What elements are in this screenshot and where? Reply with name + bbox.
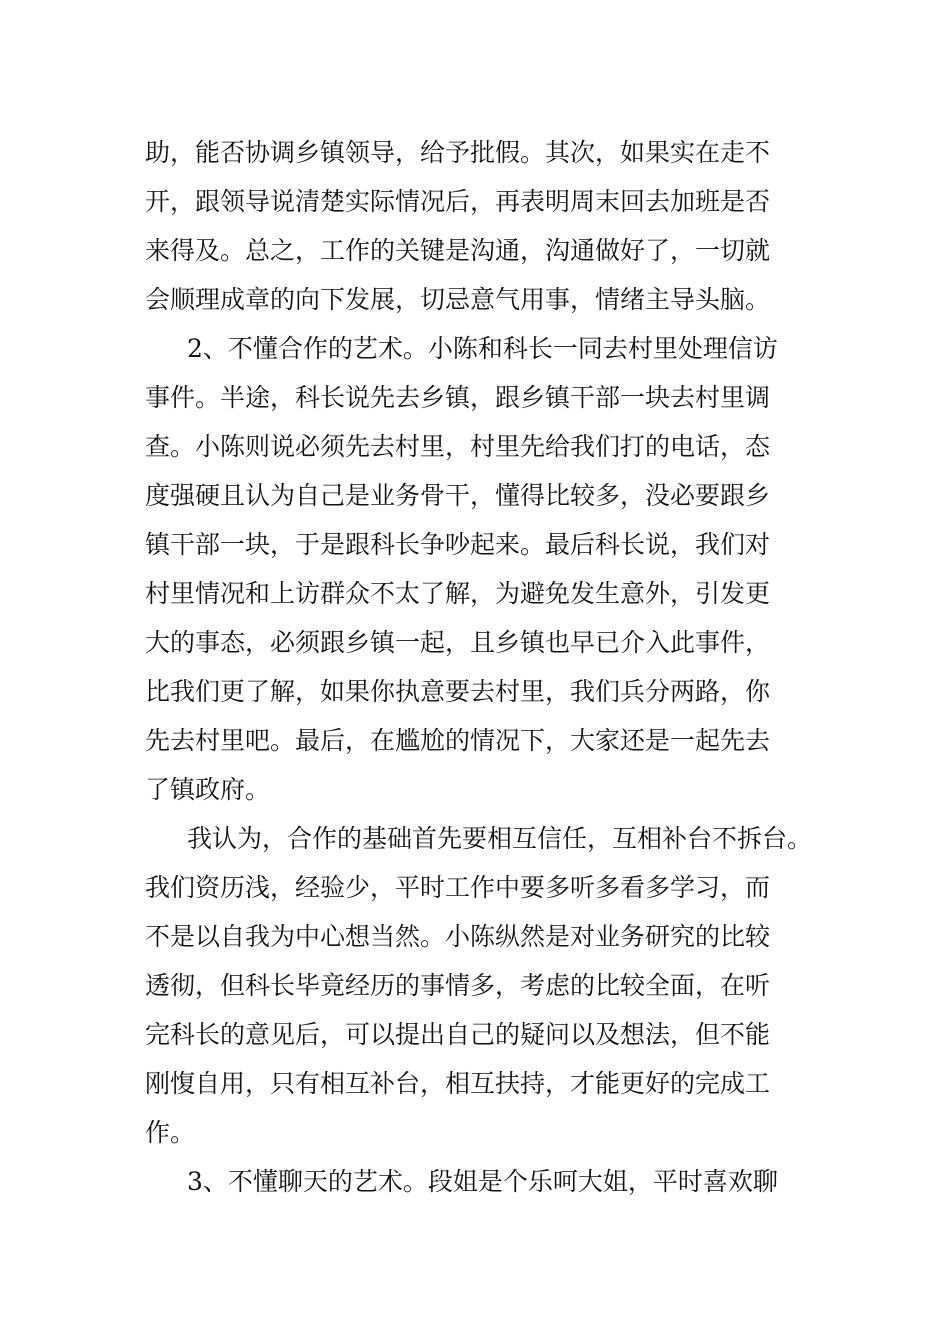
text-line: 3、不懂聊天的艺术。段姐是个乐呵大姐，平时喜欢聊: [187, 1167, 778, 1196]
text-line: 作。: [145, 1118, 196, 1147]
text-line: 村里情况和上访群众不太了解，为避免发生意外，引发更: [145, 579, 771, 608]
text-line: 度强硬且认为自己是业务骨干，懂得比较多，没必要跟乡: [145, 481, 771, 510]
text-line: 我认为，合作的基础首先要相互信任，互相补台不拆台。: [187, 824, 813, 853]
text-line: 事件。半途，科长说先去乡镇，跟乡镇干部一块去村里调: [145, 383, 771, 412]
text-line: 镇干部一块，于是跟科长争吵起来。最后科长说，我们对: [145, 530, 771, 559]
text-line: 大的事态，必须跟乡镇一起，且乡镇也早已介入此事件，: [145, 628, 771, 657]
text-line: 开，跟领导说清楚实际情况后，再表明周末回去加班是否: [145, 187, 771, 216]
text-line: 透彻，但科长毕竟经历的事情多，考虑的比较全面，在听: [145, 971, 771, 1000]
document-body: [145, 128, 825, 1206]
text-line: 了镇政府。: [145, 775, 271, 804]
text-line: 会顺理成章的向下发展，切忌意气用事，情绪主导头脑。: [145, 285, 771, 314]
text-line: 先去村里吧。最后，在尴尬的情况下，大家还是一起先去: [145, 726, 771, 755]
text-line: 不是以自我为中心想当然。小陈纵然是对业务研究的比较: [145, 922, 771, 951]
text-line: 完科长的意见后，可以提出自己的疑问以及想法，但不能: [145, 1020, 771, 1049]
text-line: 刚愎自用，只有相互补台，相互扶持，才能更好的完成工: [145, 1069, 771, 1098]
text-line: 比我们更了解，如果你执意要去村里，我们兵分两路，你: [145, 677, 771, 706]
text-line: 助，能否协调乡镇领导，给予批假。其次，如果实在走不: [145, 138, 771, 167]
text-line: 2、不懂合作的艺术。小陈和科长一同去村里处理信访: [187, 334, 778, 363]
text-line: 查。小陈则说必须先去村里，村里先给我们打的电话，态: [145, 432, 771, 461]
paragraph-4: [145, 1157, 825, 1206]
text-line: 我们资历浅，经验少，平时工作中要多听多看多学习，而: [145, 873, 771, 902]
paragraph-1: [145, 128, 825, 324]
text-line: 来得及。总之，工作的关键是沟通，沟通做好了，一切就: [145, 236, 771, 265]
paragraph-2: [145, 324, 825, 814]
paragraph-3: [145, 814, 825, 1157]
